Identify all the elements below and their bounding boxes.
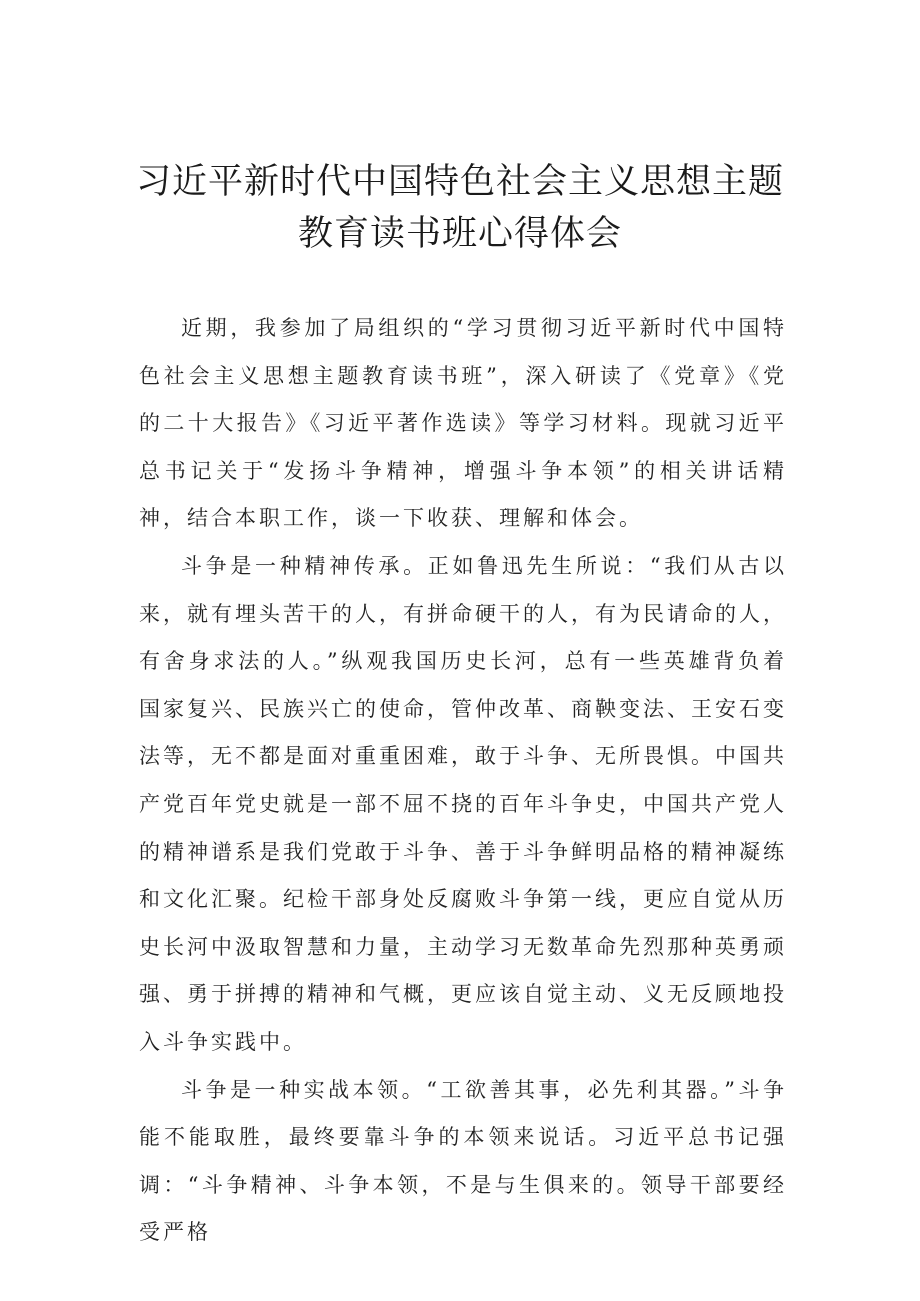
paragraph-spirit-heritage: 斗争是一种精神传承。正如鲁迅先生所说：“我们从古以来，就有埋头苦干的人，有拼命硬干的人，有为民请命的人，有舍身求法的人。”纵观我国历史长河，总有一些英雄背负着国家复兴、民族兴亡的使命，管仲改革、商鞅变法、王安石变法等，无不都是面对重重困难，敢于斗争、无所畏惧。中国共产党百年党史就是一部不屈不挠的百年斗争史，中国共产党人的精神谱系是我们党敢于斗争、善于斗争鲜明品格的精神凝练和文化汇聚。纪检干部身处反腐败斗争第一线，更应自觉从历史长河中汲取智慧和力量，主动学习无数革命先烈那种英勇顽强、勇于拼搏的精神和气概，更应该自觉主动、义无反顾地投入斗争实践中。 bbox=[139, 553, 787, 1054]
paragraph-combat-skill: 斗争是一种实战本领。“工欲善其事，必先利其器。”斗争能不能取胜，最终要靠斗争的本领来说话。习近平总书记强调：“斗争精神、斗争本领，不是与生俱来的。领导干部要经受严格 bbox=[139, 1077, 787, 1245]
title-line-1: 习近平新时代中国特色社会主义思想主题 bbox=[135, 162, 784, 202]
document-title bbox=[0, 156, 920, 260]
document-body bbox=[139, 305, 787, 1257]
title-line-2: 教育读书班心得体会 bbox=[297, 214, 622, 254]
paragraph-intro: 近期，我参加了局组织的“学习贯彻习近平新时代中国特色社会主义思想主题教育读书班”，深入研读了《党章》《党的二十大报告》《习近平著作选读》等学习材料。现就习近平总书记关于“发扬斗争精神，增强斗争本领”的相关讲话精神，结合本职工作，谈一下收获、理解和体会。 bbox=[139, 316, 787, 531]
